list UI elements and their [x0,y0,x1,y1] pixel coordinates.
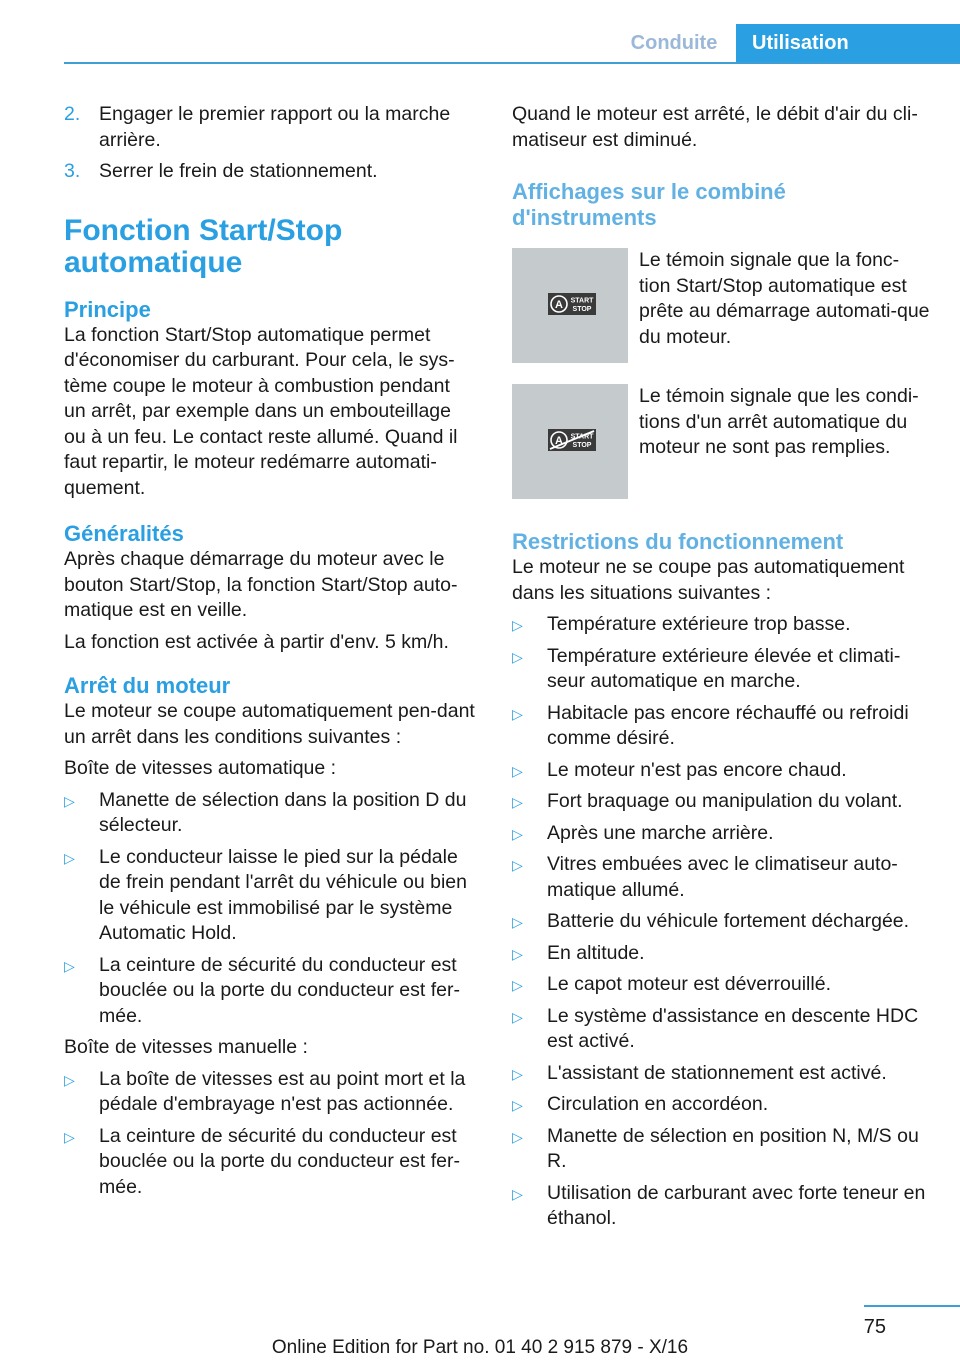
list-item [512,941,930,967]
start-stop-ready-icon [548,293,596,315]
generalites-heading: Généralités [64,521,184,546]
list-item [512,758,930,784]
indicator-unavailable-row [512,384,930,499]
step-number: 2. [64,103,81,125]
affichages-heading: Affichages sur le combiné d'instruments [512,179,786,230]
list-item-text: La ceinture de sécurité du conducteur est bouclée ou la porte du conducteur est fer-mée. [99,1124,460,1198]
restrictions-list [512,612,930,1232]
section-title: Fonction Start/Stop automatique [64,213,343,279]
right-column [512,102,930,1232]
list-item [512,852,930,903]
symbol-start-label: START [570,297,594,305]
symbol-letter: A [555,299,563,311]
arret-heading: Arrêt du moteur [64,673,231,698]
start-stop-unavailable-icon [548,429,596,451]
tab-conduite[interactable]: Conduite [630,32,718,54]
list-item [512,1181,930,1232]
header-divider [64,62,960,64]
list-item-text: L'assistant de stationnement est activé. [547,1061,887,1084]
list-item [512,1092,930,1118]
symbol-stop-label: STOP [572,442,592,449]
bullet-triangle-icon: ▷ [512,914,523,930]
manual-gearbox-label: Boîte de vitesses manuelle : [64,1036,308,1058]
list-item-text: Température extérieure élevée et climati-seur automatique en marche. [547,644,901,692]
list-item [512,644,930,695]
list-item-text: Manette de sélection en position N, M/S ou R. [547,1124,919,1172]
list-item-text: Batterie du véhicule fortement déchargée. [547,910,910,932]
bullet-triangle-icon: ▷ [512,762,523,779]
bullet-triangle-icon: ▷ [64,849,75,866]
list-item [512,909,930,935]
list-item [512,701,930,752]
list-item-text: Circulation en accordéon. [547,1093,769,1115]
list-item [512,821,930,847]
list-item-text: Température extérieure trop basse. [547,613,851,635]
list-item-text: Le moteur n'est pas encore chaud. [547,758,847,781]
list-item-text: Vitres embuées avec le climatiseur auto-matique allumé. [547,853,898,901]
intro-text: Quand le moteur est arrêté, le débit d'air du cli-matiseur est diminué. [512,103,918,151]
bullet-triangle-icon: ▷ [64,1128,75,1145]
principe-heading: Principe [64,296,151,322]
list-item [512,612,930,638]
tab-utilisation[interactable]: Utilisation [736,24,960,62]
indicator-image [512,384,628,499]
list-item-text: Le système d'assistance en descente HDC est activé. [547,1004,919,1052]
list-item [512,789,930,815]
symbol-letter: A [555,435,563,447]
restrictions-text: Le moteur ne se coupe pas automatiquement dans les situations suivantes : [512,556,905,604]
bullet-triangle-icon: ▷ [512,794,523,810]
left-column [64,102,476,1200]
list-item [512,1061,930,1087]
automatic-gearbox-label: Boîte de vitesses automatique : [64,757,337,779]
step-text: Engager le premier rapport ou la marche arrière. [99,103,451,151]
list-item [64,953,476,1030]
bullet-triangle-icon: ▷ [512,1128,523,1145]
bullet-triangle-icon: ▷ [512,1097,523,1113]
list-item-text: La ceinture de sécurité du conducteur est bouclée ou la porte du conducteur est fer-mée. [99,953,460,1027]
bullet-triangle-icon: ▷ [512,617,523,633]
page-number: 75 [863,1316,886,1338]
generalites-speed-text: La fonction est activée à partir d'env. 5 km/h. [64,630,449,653]
list-item [512,1124,930,1175]
indicator-unavailable-text: Le témoin signale que les condi-tions d'un arrêt automatique du moteur ne sont pas remplies. [639,385,919,458]
step-number: 3. [64,160,81,182]
list-item [64,788,476,839]
bullet-triangle-icon: ▷ [512,945,523,962]
arret-text: Le moteur se coupe automatiquement pen-dant un arrêt dans les conditions suivantes : [64,700,475,748]
bullet-triangle-icon: ▷ [512,1008,523,1025]
step-item [64,159,476,185]
bullet-triangle-icon: ▷ [512,977,523,993]
step-item [64,102,476,153]
bullet-triangle-icon: ▷ [512,1185,523,1202]
list-item-text: Manette de sélection dans la position D du sélecteur. [99,788,467,836]
bullet-triangle-icon: ▷ [64,792,75,809]
list-item-text: En altitude. [547,941,645,964]
indicator-ready-text: Le témoin signale que la fonc-tion Start/Stop automatique est prête au démarrage automati-que du moteur. [639,249,930,348]
step-text: Serrer le frein de stationnement. [99,160,378,182]
list-item-text: La boîte de vitesses est au point mort et la pédale d'embrayage n'est pas actionnée. [99,1067,466,1115]
symbol-stop-label: STOP [572,306,592,313]
indicator-ready-row [512,248,930,363]
bullet-triangle-icon: ▷ [512,825,523,842]
list-item-text: Utilisation de carburant avec forte teneur en éthanol. [547,1181,926,1229]
list-item-text: Fort braquage ou manipulation du volant. [547,790,903,812]
list-item [512,1004,930,1055]
indicator-image [512,248,628,363]
restrictions-heading: Restrictions du fonctionnement [512,529,844,554]
bullet-triangle-icon: ▷ [512,705,523,722]
list-item-text: Le capot moteur est déverrouillé. [547,973,831,995]
list-item [64,1067,476,1118]
generalites-text: Après chaque démarrage du moteur avec le bouton Start/Stop, la fonction Start/Stop auto-matique est en veille. [64,548,458,621]
bullet-triangle-icon: ▷ [64,957,75,974]
principe-text: La fonction Start/Stop automatique permet d'économiser du carburant. Pour cela, le sys-tème coupe le moteur à combustion pendant un arrêt, par exemple dans un embouteillage ou à un feu. Le contact reste allumé. Quand il faut repartir, le moteur redémarre automati-quement. [64,323,458,499]
bullet-triangle-icon: ▷ [64,1071,75,1088]
bullet-triangle-icon: ▷ [512,1065,523,1082]
symbol-start-label: START [570,433,594,441]
list-item [64,1124,476,1201]
list-item [64,845,476,947]
list-item [512,972,930,998]
list-item-text: Habitacle pas encore réchauffé ou refroidi comme désiré. [547,701,909,749]
bullet-triangle-icon: ▷ [512,857,523,873]
list-item-text: Le conducteur laisse le pied sur la pédale de frein pendant l'arrêt du véhicule ou bien le véhicule est immobilisé par le système Automatic Hold. [99,845,467,944]
bullet-triangle-icon: ▷ [512,648,523,665]
list-item-text: Après une marche arrière. [547,821,774,844]
footer-divider [864,1305,960,1307]
edition-footer: Online Edition for Part no. 01 40 2 915 879 - X/16 [271,1337,689,1358]
